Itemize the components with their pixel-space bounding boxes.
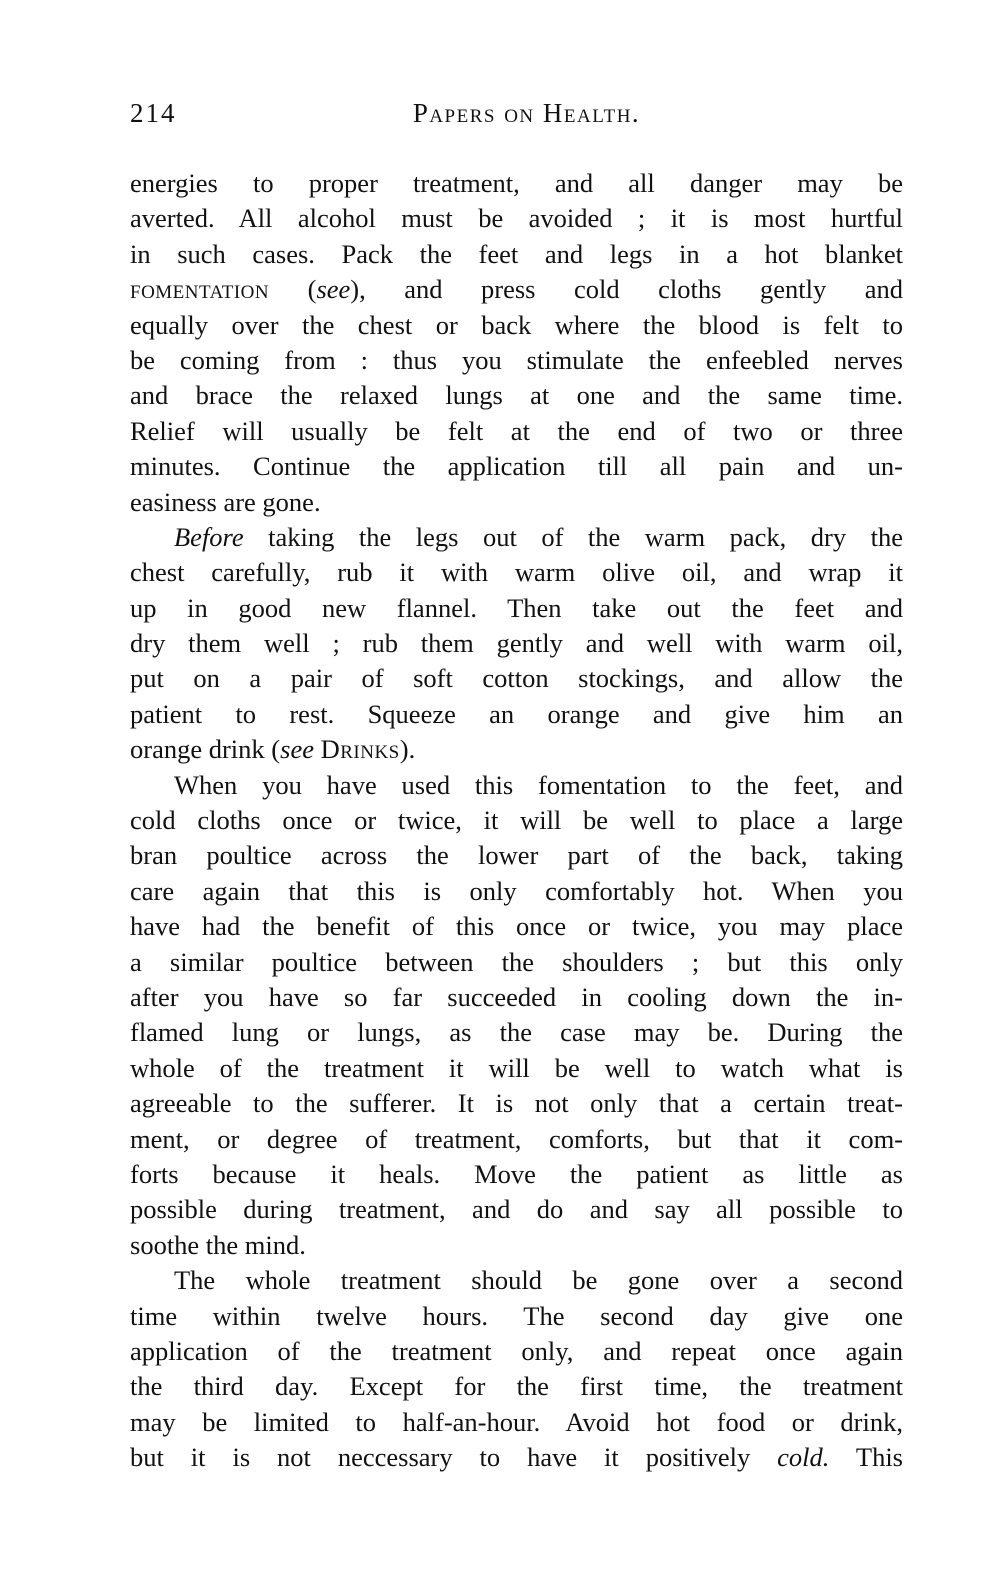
text-segment: the third day. Except for the first time, the treatment <box>130 1371 903 1402</box>
text-segment: flamed lung or lungs, as the case may be. During the <box>130 1017 903 1048</box>
text-segment: chest carefully, rub it with warm olive oil, and wrap it <box>130 557 903 588</box>
text-segment: easiness are gone. <box>130 486 321 517</box>
text-segment: patient to rest. Squeeze an orange and give him an <box>130 698 903 729</box>
text-segment: a similar poultice between the shoulders ; but this only <box>130 946 903 977</box>
text-line <box>130 661 903 696</box>
small-caps-text: Drinks <box>320 734 400 765</box>
text-line <box>130 1263 903 1298</box>
text-line <box>130 1051 903 1086</box>
text-segment: be coming from : thus you stimulate the enfeebled nerves <box>130 344 903 375</box>
text-segment: application of the treatment only, and repeat once again <box>130 1335 903 1366</box>
text-segment: ment, or degree of treatment, comforts, but that it com- <box>130 1123 903 1154</box>
text-line <box>130 1015 903 1050</box>
text-line <box>130 1192 903 1227</box>
text-segment: whole of the treatment it will be well to watch what is <box>130 1052 903 1083</box>
italic-text: Before <box>174 521 244 552</box>
text-segment: have had the benefit of this once or twice, you may place <box>130 911 903 942</box>
text-segment: minutes. Continue the application till all pain and un- <box>130 451 903 482</box>
text-line <box>130 697 903 732</box>
text-line <box>130 378 903 413</box>
text-segment: dry them well ; rub them gently and well with warm oil, <box>130 628 903 659</box>
text-line <box>130 980 903 1015</box>
text-segment: ( <box>269 274 317 305</box>
text-segment: orange drink ( <box>130 734 281 765</box>
text-segment <box>314 734 321 764</box>
text-segment: care again that this is only comfortably hot. When you <box>130 875 903 906</box>
text-segment: bran poultice across the lower part of the back, taking <box>130 840 903 871</box>
text-segment: taking the legs out of the warm pack, dry the <box>243 521 903 552</box>
text-segment: The whole treatment should be gone over a second <box>174 1265 903 1296</box>
text-line <box>130 1122 903 1157</box>
text-segment: energies to proper treatment, and all danger may be <box>130 168 903 198</box>
page-number: 214 <box>130 98 177 128</box>
text-segment: cold cloths once or twice, it will be well to place a large <box>130 805 903 836</box>
text-line <box>130 1228 903 1263</box>
small-caps-text: fomentation <box>130 274 270 305</box>
text-line <box>130 1299 903 1334</box>
text-line <box>130 343 903 378</box>
text-segment: may be limited to half-an-hour. Avoid hot food or drink, <box>130 1406 903 1437</box>
text-segment: possible during treatment, and do and say all possible to <box>130 1194 903 1225</box>
italic-text: see <box>280 734 314 765</box>
text-line <box>130 555 903 590</box>
text-line <box>130 945 903 980</box>
text-segment: ). <box>399 734 416 765</box>
text-segment: and brace the relaxed lungs at one and the same time. <box>130 380 903 411</box>
text-segment: When you have used this fomentation to the feet, and <box>174 769 903 800</box>
text-line <box>130 909 903 944</box>
text-line <box>130 1157 903 1192</box>
text-segment: soothe the mind. <box>130 1229 306 1260</box>
text-line <box>130 449 903 484</box>
text-segment: agreeable to the sufferer. It is not only that a certain treat- <box>130 1088 903 1119</box>
text-line <box>130 591 903 626</box>
text-segment: forts because it heals. Move the patient as little as <box>130 1158 903 1189</box>
text-line <box>130 308 903 343</box>
text-line <box>130 166 903 201</box>
body-text <box>130 166 903 1475</box>
text-line <box>130 1369 903 1404</box>
running-title: Papers on Health. <box>412 98 641 128</box>
text-line <box>130 414 903 449</box>
text-segment: This <box>829 1442 903 1473</box>
text-line <box>130 237 903 272</box>
text-line <box>130 1405 903 1440</box>
italic-text: see <box>316 274 351 305</box>
text-segment: equally over the chest or back where the blood is felt to <box>130 309 903 340</box>
text-segment: in such cases. Pack the feet and legs in a hot blanket <box>130 238 903 269</box>
text-segment: but it is not neccessary to have it positively <box>130 1442 778 1473</box>
page-header <box>130 98 903 138</box>
italic-text: cold. <box>777 1442 830 1473</box>
text-line <box>130 838 903 873</box>
text-line <box>130 272 903 307</box>
text-line <box>130 1334 903 1369</box>
text-line <box>130 201 903 236</box>
text-line <box>130 520 903 555</box>
text-segment: Relief will usually be felt at the end of two or three <box>130 415 903 446</box>
text-line <box>130 485 903 520</box>
text-segment: after you have so far succeeded in cooling down the in- <box>130 981 903 1012</box>
text-line <box>130 1440 903 1475</box>
text-line <box>130 768 903 803</box>
text-segment: time within twelve hours. The second day give one <box>130 1300 903 1331</box>
text-segment: ), and press cold cloths gently and <box>350 274 903 305</box>
text-segment: up in good new flannel. Then take out the feet and <box>130 592 903 623</box>
text-line <box>130 874 903 909</box>
text-line <box>130 732 903 767</box>
text-segment: put on a pair of soft cotton stockings, and allow the <box>130 663 903 694</box>
text-line <box>130 1086 903 1121</box>
text-segment: averted. All alcohol must be avoided ; it is most hurtful <box>130 203 903 234</box>
text-line <box>130 626 903 661</box>
text-line <box>130 803 903 838</box>
